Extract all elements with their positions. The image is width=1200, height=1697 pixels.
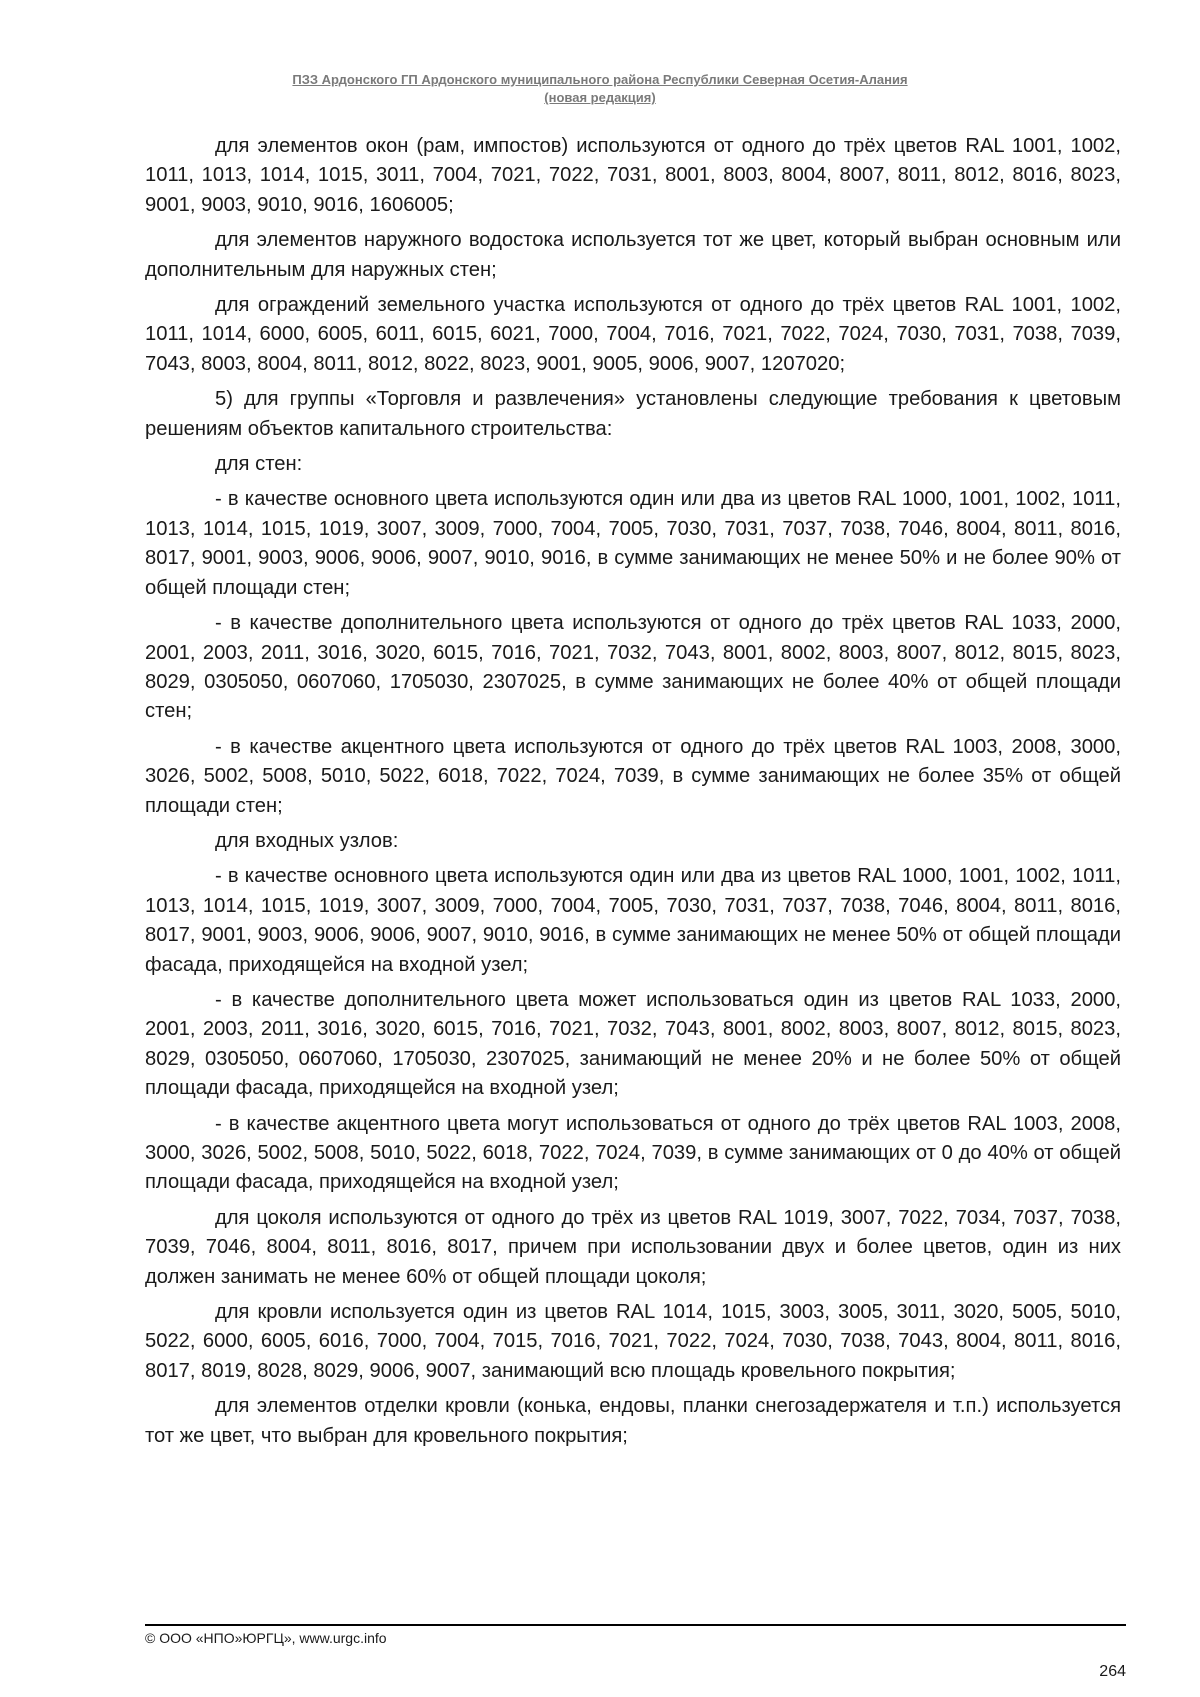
paragraph: для ограждений земельного участка используются от одного до трёх цветов RAL 1001, 1002, 1011, 1014, 6000, 6005, 6011, 6015, 6021, 7000, 7004, 7016, 7021, 7022, 7024, 7030, 7031, 7038, 7039, 7043, 8003, 8004, 8011, 8012, 8022, 8023, 9001, 9005, 9006, 9007, 1207020; bbox=[145, 294, 1121, 375]
page-header bbox=[145, 71, 1055, 107]
paragraph: для входных узлов: bbox=[215, 829, 399, 852]
paragraph: - в качестве основного цвета используются один или два из цветов RAL 1000, 1001, 1002, 1011, 1013, 1014, 1015, 1019, 3007, 3009, 7000, 7004, 7005, 7030, 7031, 7037, 7038, 7046, 8004, 8011, 8016, 8017, 9001, 9003, 9006, 9006, 9007, 9010, 9016, в сумме занимающих не менее 50% от общей площади фасада, приходящейся на входной узел; bbox=[145, 865, 1121, 976]
paragraph: для стен: bbox=[215, 453, 303, 476]
paragraph: 5) для группы «Торговля и развлечения» установлены следующие требования к цветовым решениям объектов капитального строительства: bbox=[145, 388, 1121, 440]
document-body bbox=[145, 132, 1121, 1457]
header-title: ПЗЗ Ардонского ГП Ардонского муниципального района Республики Северная Осетия-Алания bbox=[292, 72, 908, 87]
footer-copyright: © ООО «НПО»ЮРГЦ», www.urgc.info bbox=[145, 1630, 387, 1646]
footer-divider bbox=[145, 1624, 1126, 1626]
paragraph: - в качестве дополнительного цвета может использоваться один из цветов RAL 1033, 2000, 2001, 2003, 2011, 3016, 3020, 6015, 7016, 7021, 7032, 7043, 8001, 8002, 8003, 8007, 8012, 8015, 8023, 8029, 0305050, 0607060, 1705030, 2307025, занимающий не менее 20% и не более 50% от общей площади фасада, приходящейся на входной узел; bbox=[145, 988, 1121, 1100]
paragraph: для элементов отделки кровли (конька, ендовы, планки снегозадержателя и т.п.) используется тот же цвет, что выбран для кровельного покрытия; bbox=[145, 1395, 1121, 1447]
paragraph: для кровли используется один из цветов RAL 1014, 1015, 3003, 3005, 3011, 3020, 5005, 5010, 5022, 6000, 6005, 6016, 7000, 7004, 7015, 7016, 7021, 7022, 7024, 7030, 7038, 7043, 8004, 8011, 8016, 8017, 8019, 8028, 8029, 9006, 9007, занимающий всю площадь кровельного покрытия; bbox=[145, 1301, 1121, 1382]
paragraph: для цоколя используются от одного до трёх из цветов RAL 1019, 3007, 7022, 7034, 7037, 7038, 7039, 7046, 8004, 8011, 8016, 8017, причем при использовании двух и более цветов, один из них должен занимать не менее 60% от общей площади цоколя; bbox=[145, 1206, 1121, 1288]
paragraph: для элементов окон (рам, импостов) используются от одного до трёх цветов RAL 1001, 1002, 1011, 1013, 1014, 1015, 3011, 7004, 7021, 7022, 7031, 8001, 8003, 8004, 8007, 8011, 8012, 8016, 8023, 9001, 9003, 9010, 9016, 1606005; bbox=[145, 135, 1121, 216]
paragraph: для элементов наружного водостока используется тот же цвет, который выбран основным или дополнительным для наружных стен; bbox=[145, 229, 1121, 281]
paragraph: - в качестве основного цвета используются один или два из цветов RAL 1000, 1001, 1002, 1011, 1013, 1014, 1015, 1019, 3007, 3009, 7000, 7004, 7005, 7030, 7031, 7037, 7038, 7046, 8004, 8011, 8016, 8017, 9001, 9003, 9006, 9006, 9007, 9010, 9016, в сумме занимающих не менее 50% и не более 90% от общей площади стен; bbox=[145, 488, 1121, 599]
page-number: 264 bbox=[1099, 1663, 1126, 1680]
paragraph: - в качестве дополнительного цвета используются от одного до трёх цветов RAL 1033, 2000, 2001, 2003, 2011, 3016, 3020, 6015, 7016, 7021, 7032, 7043, 8001, 8002, 8003, 8007, 8012, 8015, 8023, 8029, 0305050, 0607060, 1705030, 2307025, в сумме занимающих не более 40% от общей площади стен; bbox=[145, 612, 1121, 723]
header-subtitle: (новая редакция) bbox=[544, 90, 656, 105]
paragraph: - в качестве акцентного цвета используются от одного до трёх цветов RAL 1003, 2008, 3000, 3026, 5002, 5008, 5010, 5022, 6018, 7022, 7024, 7039, в сумме занимающих не более 35% от общей площади стен; bbox=[145, 735, 1121, 817]
paragraph: - в качестве акцентного цвета могут использоваться от одного до трёх цветов RAL 1003, 2008, 3000, 3026, 5002, 5008, 5010, 5022, 6018, 7022, 7024, 7039, в сумме занимающих от 0 до 40% от общей площади фасада, приходящейся на входной узел; bbox=[145, 1112, 1121, 1194]
